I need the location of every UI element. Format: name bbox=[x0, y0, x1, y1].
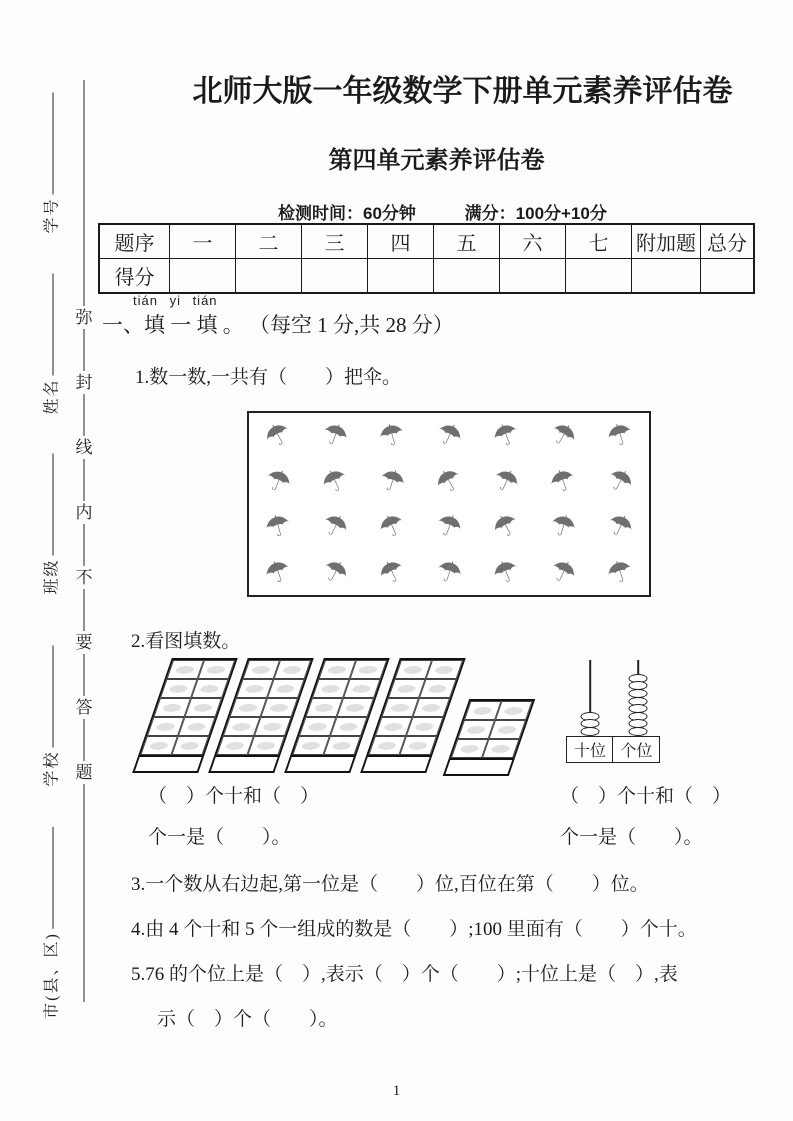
umbrella-icon: ☂ bbox=[487, 459, 526, 502]
page-number: 1 bbox=[392, 1083, 401, 1099]
umbrella-icon: ☂ bbox=[487, 414, 525, 456]
abacus-labels bbox=[566, 736, 662, 763]
umbrella-icon: ☂ bbox=[543, 414, 584, 457]
umbrella-icon: ☂ bbox=[602, 551, 638, 592]
exam-meta bbox=[278, 199, 607, 224]
margin-field-label: 姓名 bbox=[43, 378, 61, 415]
score-table-header-cell: 四 bbox=[368, 224, 434, 259]
base-ten-blocks-figure bbox=[152, 658, 532, 776]
pinyin-annotation: tián yi tián bbox=[133, 293, 218, 308]
seal-line-char: 内 bbox=[75, 503, 93, 522]
umbrella-icon: ☂ bbox=[315, 505, 355, 548]
umbrella-icon: ☂ bbox=[374, 460, 410, 501]
umbrella-icon: ☂ bbox=[428, 459, 469, 503]
score-table-header-cell: 附加题 bbox=[632, 224, 701, 259]
exam-time: 检测时间：60分钟 bbox=[278, 204, 416, 223]
score-table bbox=[98, 223, 755, 294]
umbrella-icon: ☂ bbox=[315, 550, 355, 593]
umbrella-icon: ☂ bbox=[372, 550, 411, 593]
score-cell bbox=[701, 259, 755, 294]
score-cell bbox=[302, 259, 368, 294]
score-row-label: 得分 bbox=[99, 259, 170, 294]
block-cell bbox=[274, 660, 312, 679]
seal-line-segment bbox=[83, 784, 85, 1002]
score-table-header-cell: 六 bbox=[500, 224, 566, 259]
umbrella-icon: ☂ bbox=[431, 505, 468, 547]
question-5-line2: 示（ ）个（ ）。 bbox=[157, 1009, 338, 1030]
block-cell bbox=[260, 698, 298, 717]
score-table-header-cell: 二 bbox=[236, 224, 302, 259]
block-cell bbox=[198, 660, 236, 679]
block-cell bbox=[178, 717, 216, 736]
block-grid bbox=[448, 699, 535, 760]
margin-field bbox=[39, 273, 62, 414]
seal-line-segment bbox=[83, 654, 85, 696]
question-1: 1.数一数,一共有（ ）把伞。 bbox=[135, 367, 402, 388]
umbrella-icon: ☂ bbox=[487, 551, 525, 593]
answer-line: 个一是（ ）。 bbox=[148, 827, 291, 848]
margin-field bbox=[39, 645, 62, 786]
block-cell bbox=[406, 717, 444, 736]
umbrella-icon: ☂ bbox=[372, 505, 411, 548]
abacus-bead-stack bbox=[581, 713, 600, 736]
margin-field bbox=[39, 827, 62, 1019]
umbrella-icon: ☂ bbox=[374, 415, 409, 456]
seal-line-char: 封 bbox=[75, 373, 93, 392]
umbrella-icon: ☂ bbox=[486, 505, 526, 548]
abacus-bead bbox=[581, 727, 600, 736]
umbrella-icon: ☂ bbox=[431, 551, 467, 592]
abacus-figure bbox=[566, 660, 662, 763]
unit-title: 第四单元素养评估卷 bbox=[328, 147, 545, 174]
full-score: 满分：100分+10分 bbox=[464, 204, 607, 223]
block-cell bbox=[350, 660, 388, 679]
margin-field-blank-line bbox=[52, 827, 54, 929]
seal-line-char: 要 bbox=[75, 633, 93, 652]
seal-line-char: 线 bbox=[75, 438, 93, 457]
block-cell bbox=[191, 679, 229, 698]
block-side-face bbox=[443, 760, 515, 776]
section-one-note: （每空 1 分,共 28 分） bbox=[249, 313, 454, 337]
block-cell bbox=[482, 739, 520, 758]
score-cell bbox=[236, 259, 302, 294]
margin-field-blank-line bbox=[52, 273, 54, 375]
score-cell bbox=[566, 259, 632, 294]
umbrella-icon: ☂ bbox=[602, 415, 638, 456]
answer-line: （ ）个十和（ ） bbox=[560, 786, 732, 807]
score-table-header-cell: 七 bbox=[566, 224, 632, 259]
answer-line: （ ）个十和（ ） bbox=[148, 786, 320, 807]
score-cell bbox=[500, 259, 566, 294]
umbrella-icon: ☂ bbox=[601, 505, 640, 548]
block-cell bbox=[488, 720, 526, 739]
block-side-face bbox=[284, 757, 356, 773]
umbrella-icon: ☂ bbox=[315, 459, 354, 502]
seal-line bbox=[76, 80, 93, 1002]
umbrella-icon: ☂ bbox=[544, 550, 583, 593]
umbrella-icon: ☂ bbox=[259, 551, 296, 593]
umbrella-icon: ☂ bbox=[257, 414, 297, 457]
abacus-bead bbox=[629, 727, 648, 736]
seal-line-char: 答 bbox=[75, 698, 93, 717]
block-side-face bbox=[208, 757, 280, 773]
block-cell bbox=[419, 679, 457, 698]
question-5-line1: 5.76 的个位上是（ ）,表示（ ）个（ ）;十位上是（ ）,表 bbox=[131, 964, 678, 985]
margin-field-label: 市(县、区) bbox=[43, 932, 61, 1019]
seal-line-segment bbox=[83, 719, 85, 761]
umbrella-icon: ☂ bbox=[546, 506, 581, 547]
abacus-rod bbox=[614, 660, 662, 736]
score-table-header-cell: 三 bbox=[302, 224, 368, 259]
score-table-header-cell: 一 bbox=[170, 224, 236, 259]
seal-line-char: 题 bbox=[75, 763, 93, 782]
umbrella-icon: ☂ bbox=[316, 414, 353, 456]
umbrella-icon: ☂ bbox=[430, 414, 469, 457]
umbrella-icon: ☂ bbox=[545, 460, 582, 502]
question-2: 2.看图填数。 bbox=[131, 631, 241, 652]
seal-line-segment bbox=[83, 394, 85, 436]
score-table-header-cell: 五 bbox=[434, 224, 500, 259]
seal-line-segment bbox=[83, 524, 85, 566]
score-cell bbox=[170, 259, 236, 294]
margin-field-label: 班级 bbox=[43, 558, 61, 595]
umbrella-icon: ☂ bbox=[601, 459, 641, 502]
margin-field-label: 学号 bbox=[43, 197, 61, 234]
abacus-place-label: 十位 bbox=[566, 736, 614, 763]
umbrella-icon: ☂ bbox=[259, 460, 297, 502]
section-one-heading bbox=[102, 309, 454, 339]
question-4: 4.由 4 个十和 5 个一组成的数是（ ）;100 里面有（ ）个十。 bbox=[131, 919, 697, 940]
seal-line-char: 不 bbox=[75, 568, 93, 587]
abacus-bead-stack bbox=[629, 675, 648, 736]
block-cell bbox=[336, 698, 374, 717]
seal-line-segment bbox=[83, 80, 85, 306]
block-cell bbox=[267, 679, 305, 698]
umbrella-figure bbox=[247, 411, 651, 597]
score-table-header-cell: 题序 bbox=[99, 224, 170, 259]
margin-field bbox=[39, 453, 62, 594]
block-cell bbox=[399, 736, 437, 755]
block-side-face bbox=[360, 757, 432, 773]
page-title: 北师大版一年级数学下册单元素养评估卷 bbox=[192, 75, 733, 108]
block-cell bbox=[171, 736, 209, 755]
block-side-face bbox=[132, 757, 204, 773]
question-2-answer-right bbox=[560, 781, 731, 863]
block-cell bbox=[254, 717, 292, 736]
block-cell bbox=[495, 701, 533, 720]
abacus-place-label: 个位 bbox=[612, 736, 660, 763]
section-one-title: 一、填 一 填 。 bbox=[102, 313, 244, 337]
score-cell bbox=[434, 259, 500, 294]
margin-field-blank-line bbox=[52, 645, 54, 747]
answer-line: 个一是（ ）。 bbox=[560, 827, 703, 848]
seal-line-segment bbox=[83, 589, 85, 631]
block-cell bbox=[343, 679, 381, 698]
block-cell bbox=[184, 698, 222, 717]
score-table-header-cell: 总分 bbox=[701, 224, 755, 259]
margin-field-blank-line bbox=[52, 453, 54, 555]
block-cell bbox=[330, 717, 368, 736]
abacus-rods bbox=[566, 660, 662, 736]
ones-block bbox=[443, 699, 536, 776]
abacus-rod bbox=[566, 660, 614, 736]
block-cell bbox=[426, 660, 464, 679]
block-cell bbox=[247, 736, 285, 755]
question-2-answer-left bbox=[148, 781, 319, 863]
score-cell bbox=[632, 259, 701, 294]
block-cell bbox=[412, 698, 450, 717]
margin-field-label: 学校 bbox=[43, 750, 61, 787]
seal-line-segment bbox=[83, 329, 85, 371]
score-cell bbox=[368, 259, 434, 294]
seal-line-segment bbox=[83, 459, 85, 501]
block-cell bbox=[323, 736, 361, 755]
seal-line-char: 弥 bbox=[75, 308, 93, 327]
question-3: 3.一个数从右边起,第一位是（ ）位,百位在第（ ）位。 bbox=[131, 874, 649, 895]
umbrella-icon: ☂ bbox=[260, 506, 295, 547]
